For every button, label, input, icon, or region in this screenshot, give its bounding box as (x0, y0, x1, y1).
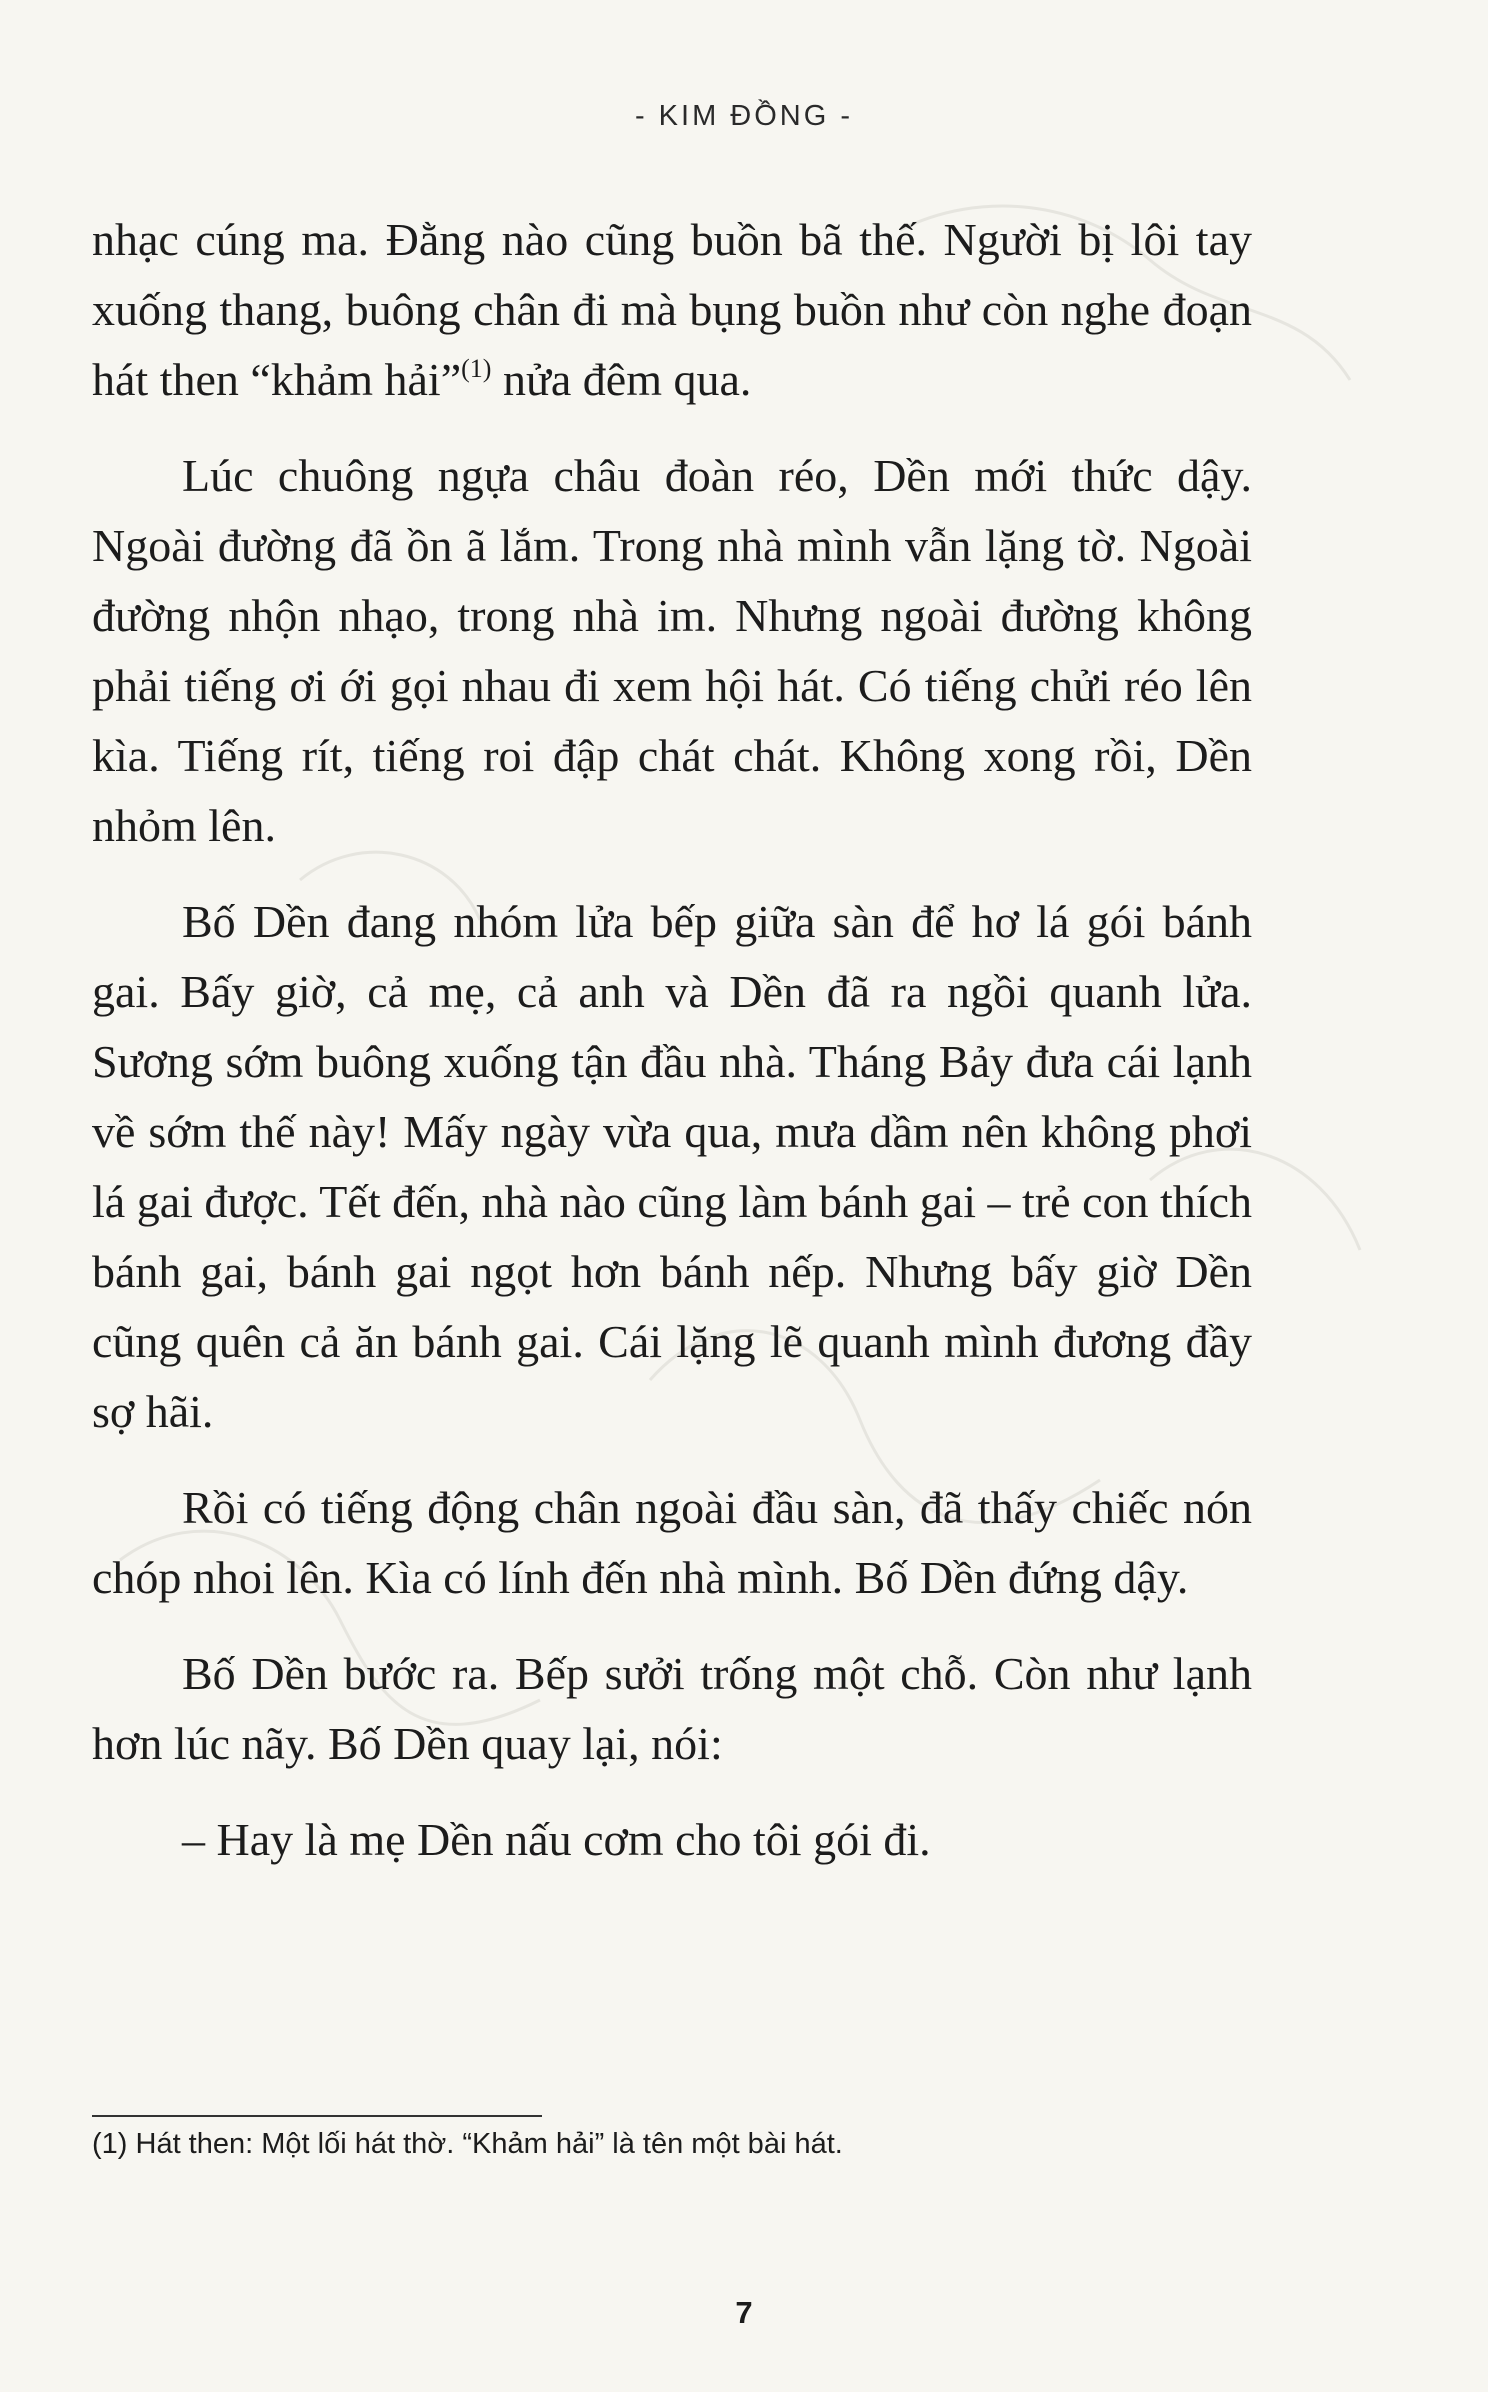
paragraph-2: Lúc chuông ngựa châu đoàn réo, Dền mới thức dậy. Ngoài đường đã ồn ã lắm. Trong nhà mình vẫn lặng tờ. Ngoài đường nhộn nhạo, trong nhà im. Nhưng ngoài đường không phải tiếng ơi ới gọi nhau đi xem hội hát. Có tiếng chửi réo lên kìa. Tiếng rít, tiếng roi đập chát chát. Không xong rồi, Dền nhỏm lên. (92, 450, 1252, 851)
footnote-divider (92, 2115, 542, 2117)
paragraph-1-tail: nửa đêm qua. (491, 354, 752, 405)
body-text (92, 205, 1252, 1901)
footnote-reference: (1) (461, 354, 492, 383)
paragraph-6-dialogue: – Hay là mẹ Dền nấu cơm cho tôi gói đi. (182, 1814, 931, 1865)
paragraph-3: Bố Dền đang nhóm lửa bếp giữa sàn để hơ lá gói bánh gai. Bấy giờ, cả mẹ, cả anh và Dền đã ra ngồi quanh lửa. Sương sớm buông xuống tận đầu nhà. Tháng Bảy đưa cái lạnh về sớm thế này! Mấy ngày vừa qua, mưa dầm nên không phơi lá gai được. Tết đến, nhà nào cũng làm bánh gai – trẻ con thích bánh gai, bánh gai ngọt hơn bánh nếp. Nhưng bấy giờ Dền cũng quên cả ăn bánh gai. Cái lặng lẽ quanh mình đương đầy sợ hãi. (92, 896, 1252, 1437)
paragraph-1-text: nhạc cúng ma. Đằng nào cũng buồn bã thế. Người bị lôi tay xuống thang, buông chân đi mà bụng buồn như còn nghe đoạn hát then “khảm hải” (92, 214, 1252, 405)
paragraph-5: Bố Dền bước ra. Bếp sưởi trống một chỗ. Còn như lạnh hơn lúc nãy. Bố Dền quay lại, nói: (92, 1648, 1252, 1769)
footnote: (1) Hát then: Một lối hát thờ. “Khảm hải” là tên một bài hát. (92, 2128, 843, 2160)
running-header: - KIM ĐỒNG - (634, 100, 854, 132)
paragraph-1 (92, 205, 1252, 415)
page-number: 7 (735, 2295, 753, 2330)
paragraph-4: Rồi có tiếng động chân ngoài đầu sàn, đã thấy chiếc nón chóp nhoi lên. Kìa có lính đến nhà mình. Bố Dền đứng dậy. (92, 1482, 1252, 1603)
